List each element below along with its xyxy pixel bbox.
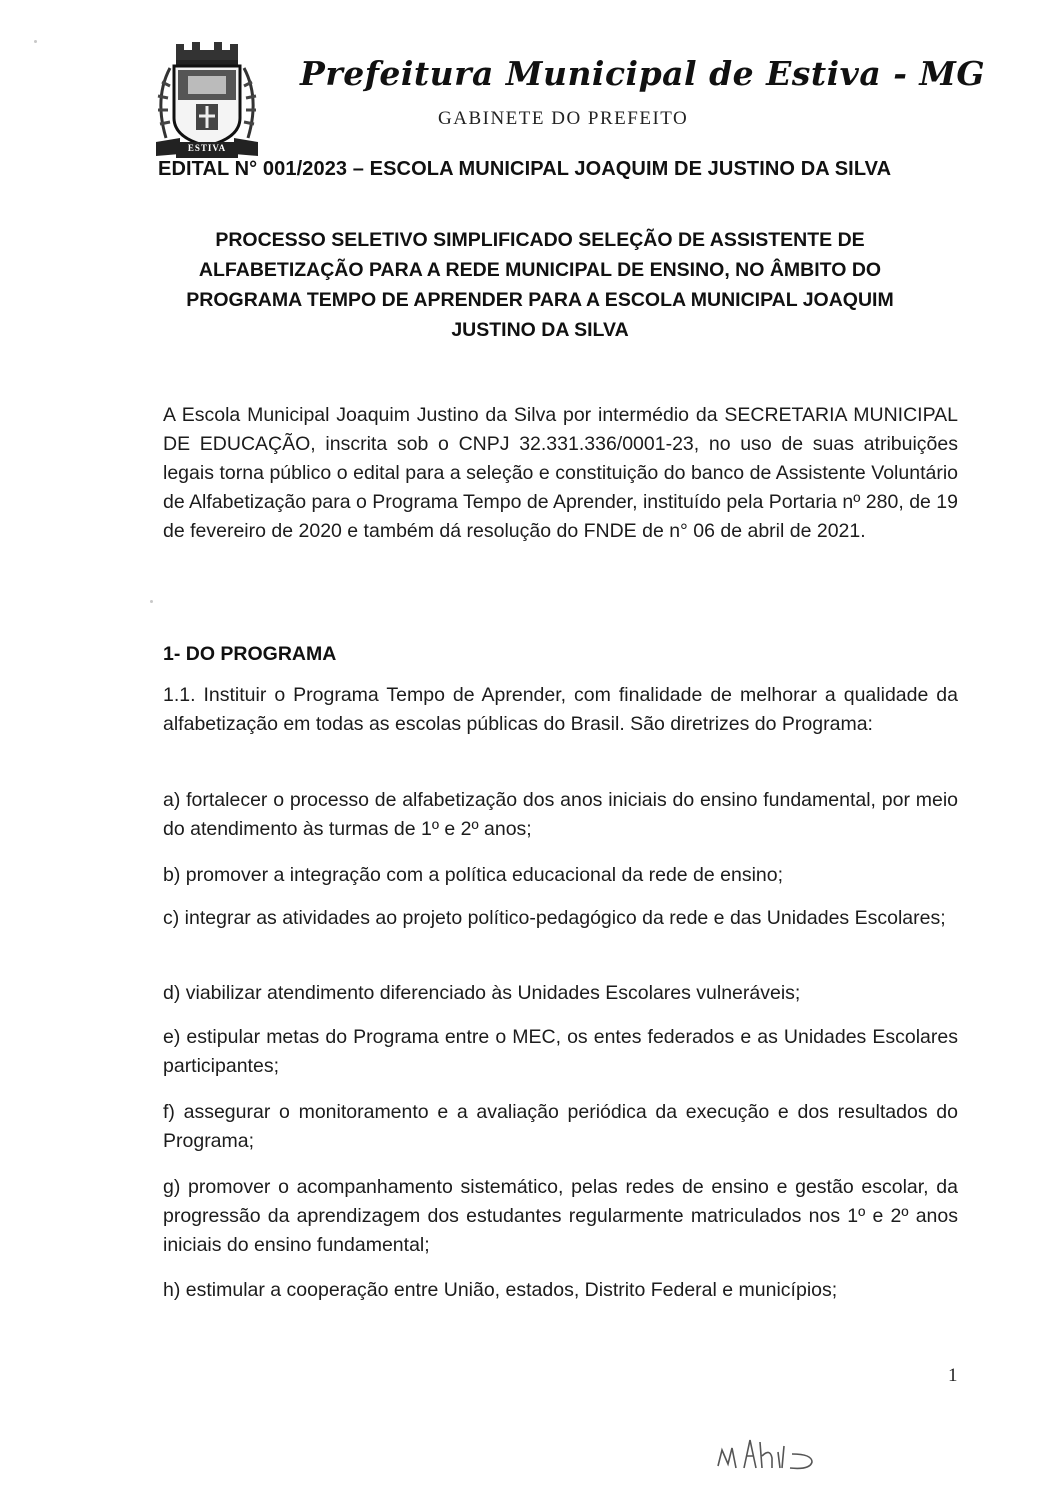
- subject-line: PROCESSO SELETIVO SIMPLIFICADO SELEÇÃO DE ASSISTENTE DE: [215, 229, 865, 251]
- subject-line: PROGRAMA TEMPO DE APRENDER PARA A ESCOLA MUNICIPAL JOAQUIM: [186, 289, 894, 311]
- intro-paragraph: A Escola Municipal Joaquim Justino da Silva por intermédio da SECRETARIA MUNICIPAL DE EDUCAÇÃO, inscrita sob o CNPJ 32.331.336/0001-23, no uso de suas atribuições legais torna público o edital para a seleção e constituição do banco de Assistente Voluntário de Alfabetização para o Programa Tempo de Aprender, instituído pela Portaria nº 280, de 19 de fevereiro de 2020 e também dá resolução do FNDE de n° 06 de abril de 2021.: [163, 404, 958, 542]
- subject-line: JUSTINO DA SILVA: [451, 319, 629, 341]
- scan-speck: [150, 600, 153, 603]
- list-item-c: c) integrar as atividades ao projeto político-pedagógico da rede e das Unidades Escolares;: [163, 907, 946, 929]
- municipality-title: Prefeitura Municipal de Estiva - MG: [300, 54, 986, 93]
- subject-heading: [150, 225, 930, 345]
- list-item-h: h) estimular a cooperação entre União, estados, Distrito Federal e municípios;: [163, 1279, 838, 1301]
- edital-title: EDITAL N° 001/2023 – ESCOLA MUNICIPAL JOAQUIM DE JUSTINO DA SILVA: [158, 158, 892, 180]
- list-item-d: d) viabilizar atendimento diferenciado às Unidades Escolares vulneráveis;: [163, 982, 801, 1004]
- scan-speck: [34, 40, 37, 43]
- office-subtitle: GABINETE DO PREFEITO: [438, 108, 689, 129]
- list-item-a: a) fortalecer o processo de alfabetização dos anos iniciais do ensino fundamental, por meio do atendimento às turmas de 1º e 2º anos;: [163, 789, 958, 840]
- clause-1-1: 1.1. Instituir o Programa Tempo de Aprender, com finalidade de melhorar a qualidade da alfabetização em todas as escolas públicas do Brasil. São diretrizes do Programa:: [163, 684, 958, 735]
- section-title: 1- DO PROGRAMA: [163, 643, 337, 665]
- list-item-b: b) promover a integração com a política educacional da rede de ensino;: [163, 864, 784, 886]
- list-item-f: f) assegurar o monitoramento e a avaliação periódica da execução e dos resultados do Programa;: [163, 1101, 958, 1152]
- subject-line: ALFABETIZAÇÃO PARA A REDE MUNICIPAL DE ENSINO, NO ÂMBITO DO: [198, 259, 882, 281]
- crest-ribbon-text: ESTIVA: [187, 143, 227, 153]
- list-item-g: g) promover o acompanhamento sistemático, pelas redes de ensino e gestão escolar, da progressão da aprendizagem dos estudantes regularmente matriculados nos 1º e 2º anos iniciais do ensino fundamental;: [163, 1176, 958, 1256]
- handwritten-initials-signature: [712, 1428, 822, 1478]
- list-item-e: e) estipular metas do Programa entre o MEC, os entes federados e as Unidades Escolares participantes;: [163, 1026, 958, 1077]
- page-number: 1: [948, 1365, 958, 1386]
